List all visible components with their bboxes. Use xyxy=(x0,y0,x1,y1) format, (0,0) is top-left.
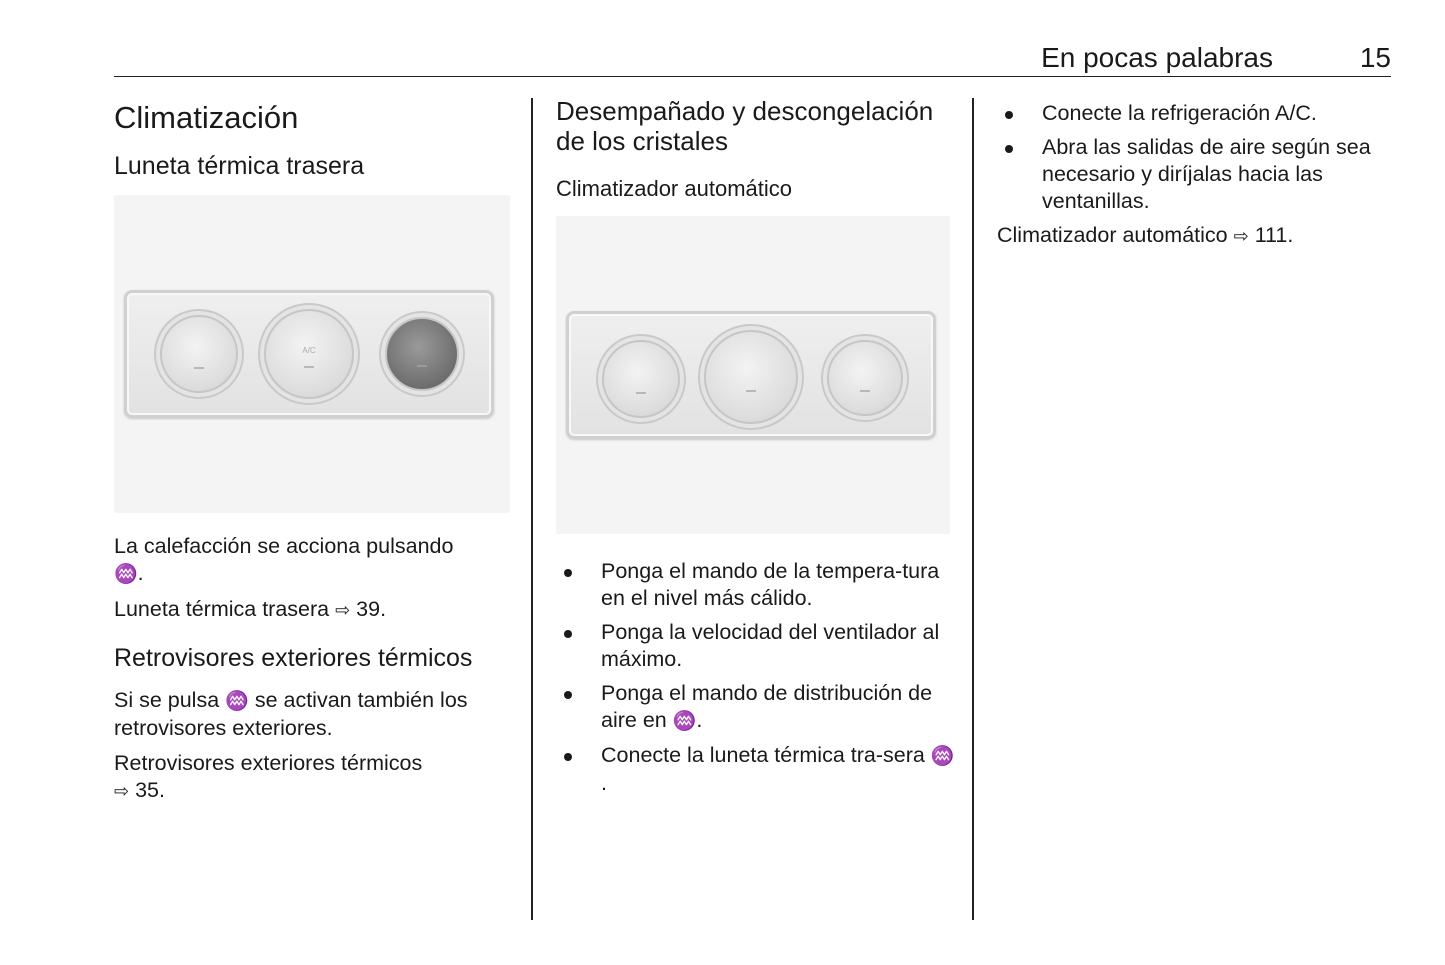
paragraph: Si se pulsa ♒ se activan también los retrovisores exteriores. xyxy=(114,688,468,740)
rear-defrost-icon: ♒ xyxy=(930,746,955,767)
cross-reference: Retrovisores exteriores térmicos ⇨ 35. xyxy=(114,750,514,805)
instruction-list xyxy=(556,558,956,797)
temperature-knob xyxy=(602,340,680,418)
section-title: Climatización xyxy=(114,100,299,135)
page-header xyxy=(114,40,1391,77)
cross-reference: Climatizador automático ⇨ 111. xyxy=(997,222,1397,250)
column-1 xyxy=(114,96,514,805)
list-item: Ponga el mando de la tempera-tura en el nivel más cálido. xyxy=(556,558,956,612)
running-title: En pocas palabras xyxy=(1041,42,1273,73)
page-number: 15 xyxy=(1359,42,1391,73)
cross-reference: Luneta térmica trasera ⇨ 39. xyxy=(114,596,514,624)
list-item: Ponga el mando de distribución de aire en ♒. xyxy=(556,680,956,735)
column-2 xyxy=(556,96,956,804)
rear-defrost-icon: ♒ xyxy=(225,691,249,712)
control-panel xyxy=(124,290,494,418)
rear-defrost-icon: ♒ xyxy=(114,564,138,585)
list-item: Conecte la luneta térmica tra-sera ♒. xyxy=(556,742,956,797)
instruction-list xyxy=(997,100,1397,215)
temperature-knob xyxy=(160,315,238,393)
fan-knob: A/C xyxy=(264,309,354,399)
control-panel xyxy=(566,311,936,439)
page-ref-arrow-icon: ⇨ xyxy=(114,781,130,801)
page-ref-arrow-icon: ⇨ xyxy=(335,600,351,620)
list-item: Abra las salidas de aire según sea necesario y diríjalas hacia las ventanillas. xyxy=(997,134,1397,215)
section-title: Desempañado y descongelación de los cristales xyxy=(556,96,934,156)
page-ref-arrow-icon: ⇨ xyxy=(1233,226,1249,246)
column-3 xyxy=(997,96,1397,250)
climate-panel-figure xyxy=(114,195,510,513)
column-divider xyxy=(531,98,533,920)
list-item: Ponga la velocidad del ventilador al máximo. xyxy=(556,619,956,673)
column-divider xyxy=(972,98,974,920)
climate-panel-figure xyxy=(556,216,950,534)
distribution-knob-highlighted xyxy=(385,317,459,391)
subsection-title: Climatizador automático xyxy=(556,176,792,201)
windscreen-defrost-icon: ♒ xyxy=(672,711,697,732)
paragraph: La calefacción se acciona pulsando ♒. xyxy=(114,533,514,588)
list-item: Conecte la refrigeración A/C. xyxy=(997,100,1397,127)
fan-knob xyxy=(704,330,798,424)
subsection-title: Luneta térmica trasera xyxy=(114,152,365,180)
subsection-title: Retrovisores exteriores térmicos xyxy=(114,644,473,672)
distribution-knob xyxy=(827,340,903,416)
